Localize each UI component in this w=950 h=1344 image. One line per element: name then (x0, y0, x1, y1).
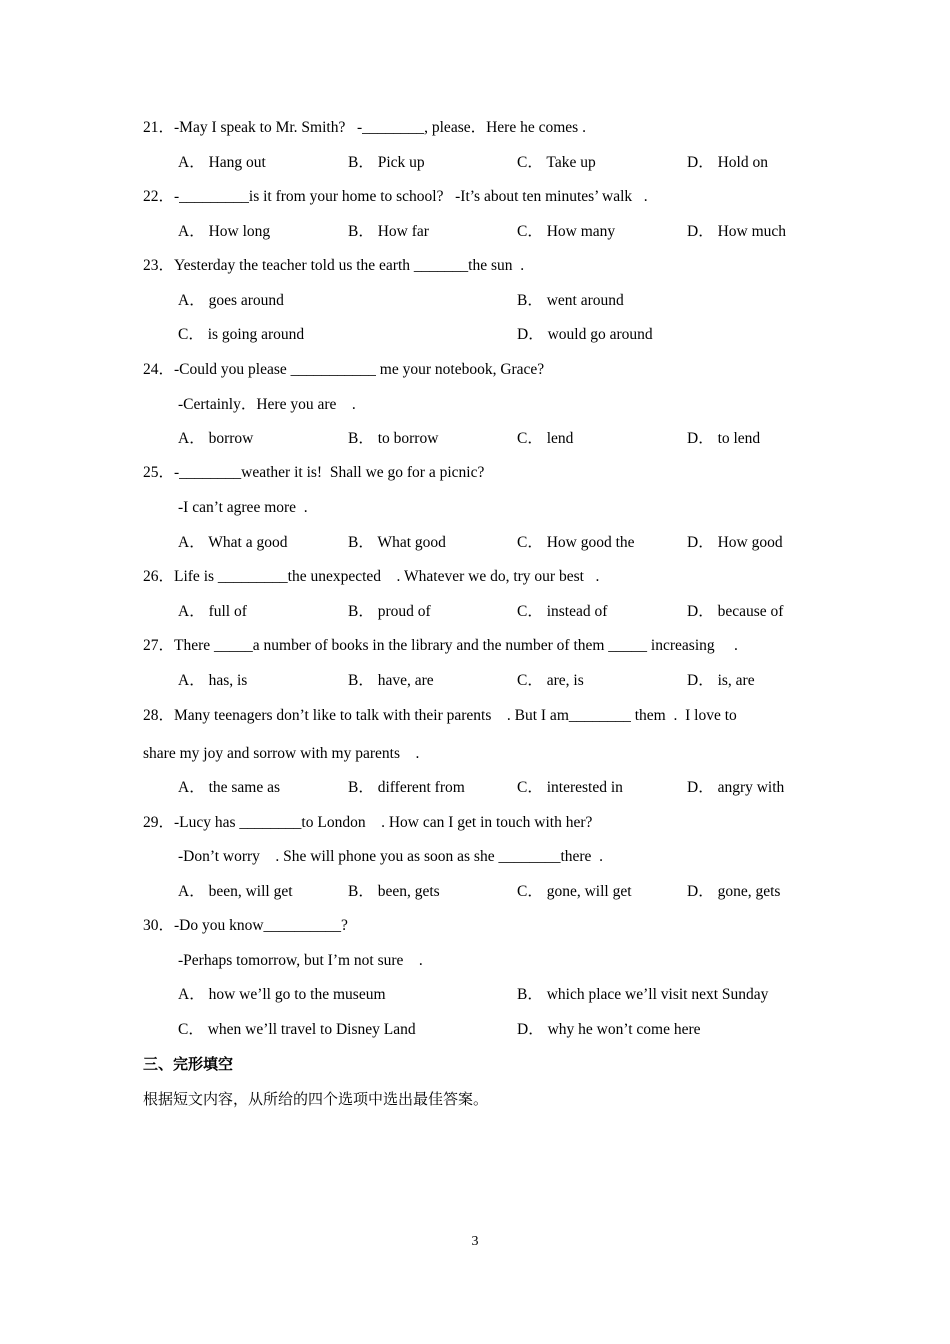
question-23-option-c: C． is going around (178, 326, 305, 343)
question-25-option-a: A． What a good (178, 534, 288, 551)
question-26-option-c: C． instead of (517, 603, 608, 620)
page-number: 3 (471, 1234, 479, 1249)
question-25-reply: -I can’t agree more . (178, 499, 308, 516)
question-29-reply: -Don’t worry . She will phone you as soon as she ________there . (178, 848, 604, 865)
question-25-option-c: C． How good the (517, 534, 635, 551)
section-instruction: 根据短文内容，从所给的四个选项中选出最佳答案。 (143, 1090, 489, 1108)
question-24-stem: 24．-Could you please ___________ me your notebook, Grace? (143, 361, 545, 378)
question-21-option-a: A． Hang out (178, 154, 266, 171)
question-28-option-d: D． angry with (687, 779, 785, 796)
question-29-stem: 29．-Lucy has ________to London . How can I get in touch with her? (143, 814, 593, 831)
question-22-option-d: D． How much (687, 223, 787, 240)
question-24-reply: -Certainly．Here you are . (178, 396, 356, 413)
question-30-stem: 30．-Do you know__________? (143, 917, 348, 934)
question-28-option-b: B． different from (348, 779, 465, 796)
question-29-option-b: B． been, gets (348, 883, 440, 900)
question-28-option-c: C． interested in (517, 779, 623, 796)
question-27-option-c: C． are, is (517, 672, 584, 689)
question-30-option-c: C． when we’ll travel to Disney Land (178, 1021, 416, 1038)
question-24-option-b: B． to borrow (348, 430, 439, 447)
question-29-option-d: D． gone, gets (687, 883, 781, 900)
question-25-stem: 25．-________weather it is! Shall we go for a picnic? (143, 464, 485, 481)
question-30-reply: -Perhaps tomorrow, but I’m not sure . (178, 952, 423, 969)
question-24-option-c: C． lend (517, 430, 574, 447)
question-24-option-a: A． borrow (178, 430, 254, 447)
question-22-stem: 22．-_________is it from your home to school? -It’s about ten minutes’ walk . (143, 188, 648, 205)
question-30-option-d: D． why he won’t come here (517, 1021, 701, 1038)
question-21-option-d: D． Hold on (687, 154, 768, 171)
question-27-option-d: D． is, are (687, 672, 755, 689)
question-26-stem: 26．Life is _________the unexpected . Whatever we do, try our best . (143, 568, 600, 585)
question-27-stem: 27．There _____a number of books in the library and the number of them _____ increasing . (143, 637, 738, 654)
question-22-option-b: B． How far (348, 223, 429, 240)
question-26-option-b: B． proud of (348, 603, 431, 620)
question-27-option-a: A． has, is (178, 672, 248, 689)
question-27-option-b: B． have, are (348, 672, 434, 689)
question-30-option-b: B． which place we’ll visit next Sunday (517, 986, 769, 1003)
question-21-stem: 21．-May I speak to Mr. Smith? -________, please．Here he comes . (143, 119, 586, 136)
question-22-option-c: C． How many (517, 223, 616, 240)
question-21-option-c: C． Take up (517, 154, 596, 171)
question-28-stem-continued: share my joy and sorrow with my parents . (143, 745, 420, 762)
question-21-option-b: B． Pick up (348, 154, 425, 171)
question-23-option-d: D． would go around (517, 326, 653, 343)
question-25-option-b: B． What good (348, 534, 446, 551)
question-30-option-a: A． how we’ll go to the museum (178, 986, 386, 1003)
question-29-option-c: C． gone, will get (517, 883, 632, 900)
question-29-option-a: A． been, will get (178, 883, 293, 900)
question-23-option-a: A． goes around (178, 292, 284, 309)
question-23-option-b: B． went around (517, 292, 624, 309)
question-22-option-a: A． How long (178, 223, 271, 240)
question-23-stem: 23．Yesterday the teacher told us the earth _______the sun . (143, 257, 525, 274)
question-28-stem: 28．Many teenagers don’t like to talk with their parents . But I am________ them . I love to (143, 707, 737, 724)
question-26-option-d: D． because of (687, 603, 784, 620)
question-25-option-d: D． How good (687, 534, 783, 551)
section-heading: 三、完形填空 (143, 1055, 234, 1073)
question-26-option-a: A． full of (178, 603, 247, 620)
question-24-option-d: D． to lend (687, 430, 761, 447)
question-28-option-a: A． the same as (178, 779, 281, 796)
